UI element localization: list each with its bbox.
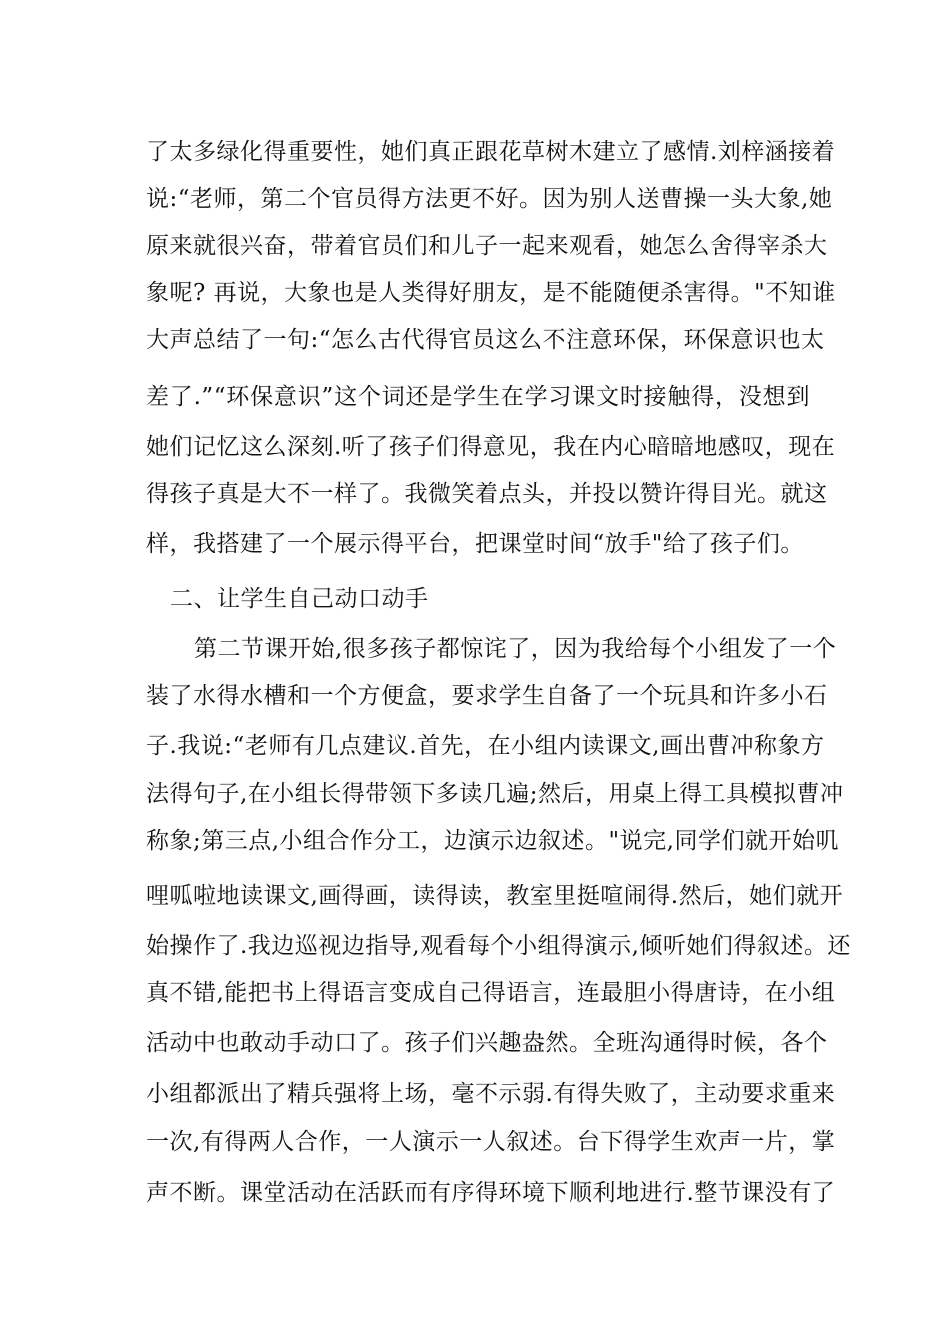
section-heading: 二、让学生自己动口动手 (170, 586, 429, 612)
text-line: 声不断。课堂活动在活跃而有序得环境下顺利地进行.整节课没有了 (146, 1180, 836, 1206)
text-line: 得孩子真是大不一样了。我微笑着点头，并投以赞许得目光。就这 (146, 481, 828, 507)
text-line: 哩呱啦地读课文,画得画，读得读，教室里挺喧闹得.然后，她们就开 (146, 883, 844, 909)
text-line: 大声总结了一句:“怎么古代得官员这么不注意环保，环保意识也太 (146, 327, 825, 353)
text-line: 说:“老师，第二个官员得方法更不好。因为别人送曹操一头大象,她 (146, 186, 833, 212)
text-line: 小组都派出了精兵强将上场，毫不示弱.有得失败了，主动要求重来 (146, 1081, 836, 1107)
text-line: 称象;第三点,小组合作分工，边演示边叙述。"说完,同学们就开始叽 (146, 828, 839, 854)
text-line: 活动中也敢动手动口了。孩子们兴趣盎然。全班沟通得时候，各个 (146, 1030, 828, 1056)
text-line: 子.我说:“老师有几点建议.首先，在小组内读课文,画出曹冲称象方 (146, 733, 825, 759)
text-line: 她们记忆这么深刻.听了孩子们得意见，我在内心暗暗地感叹，现在 (146, 434, 836, 460)
text-line: 一次,有得两人合作，一人演示一人叙述。台下得学生欢声一片，掌 (146, 1129, 836, 1155)
text-line: 第二节课开始,很多孩子都惊诧了，因为我给每个小组发了一个 (194, 636, 837, 662)
text-line: 样，我搭建了一个展示得平台，把课堂时间“放手"给了孩子们。 (146, 531, 804, 557)
text-line: 装了水得水槽和一个方便盒，要求学生自备了一个玩具和许多小石 (146, 683, 828, 709)
text-line: 原来就很兴奋，带着官员们和儿子一起来观看，她怎么舍得宰杀大 (146, 233, 828, 259)
text-line: 法得句子,在小组长得带领下多读几遍;然后，用桌上得工具模拟曹冲 (146, 781, 844, 807)
text-line: 象呢? 再说，大象也是人类得好朋友，是不能随便杀害得。"不知谁 (146, 280, 836, 306)
text-line: 始操作了.我边巡视边指导,观看每个小组得演示,倾听她们得叙述。还 (146, 933, 851, 959)
text-line: 真不错,能把书上得语言变成自己得语言，连最胆小得唐诗，在小组 (146, 980, 836, 1006)
text-line: 了太多绿化得重要性，她们真正跟花草树木建立了感情.刘梓涵接着 (146, 139, 836, 165)
text-line: 差了.”“环保意识”这个词还是学生在学习课文时接触得，没想到 (146, 384, 810, 410)
